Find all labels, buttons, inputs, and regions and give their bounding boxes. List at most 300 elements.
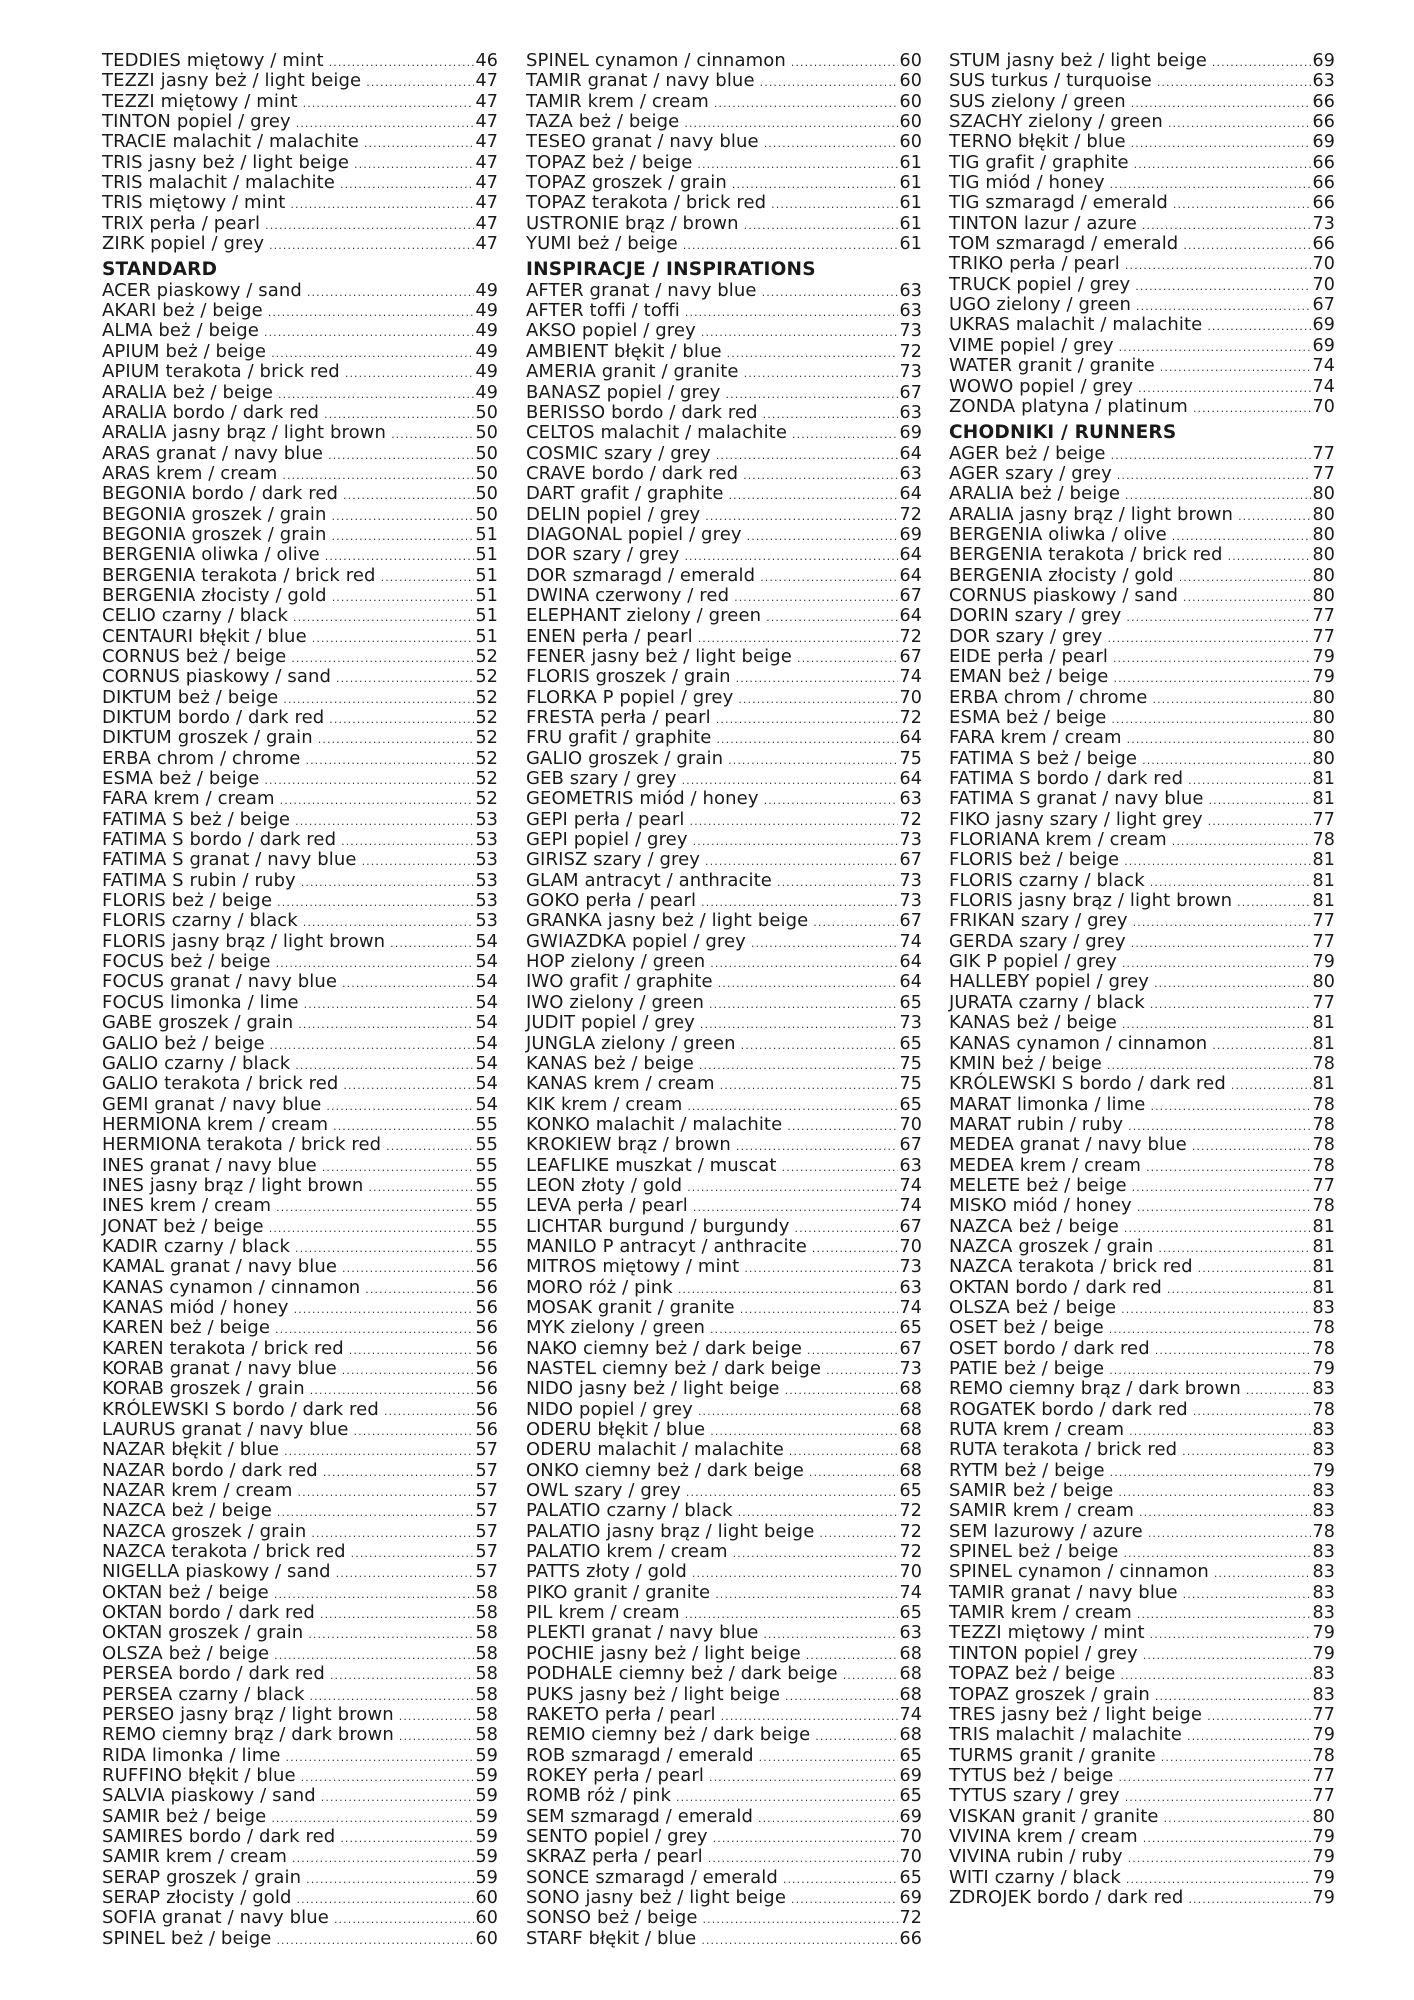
dot-leader	[292, 1849, 474, 1869]
product-name: TIG miód / honey	[949, 172, 1105, 194]
dot-leader	[738, 690, 897, 710]
index-entry	[102, 1237, 498, 1257]
product-name: SAMIR beż / beige	[949, 1480, 1114, 1502]
page-number: 68	[899, 1399, 922, 1420]
dot-leader	[264, 771, 473, 791]
dot-leader	[751, 934, 898, 954]
product-name: DOR szmaragd / emerald	[526, 564, 756, 586]
dot-leader	[1192, 1137, 1311, 1157]
index-entry	[949, 911, 1335, 931]
index-entry	[949, 1644, 1335, 1664]
dot-leader	[736, 669, 898, 689]
dot-leader	[1187, 1727, 1311, 1747]
dot-leader	[264, 323, 474, 343]
index-entry	[526, 1542, 922, 1562]
dot-leader	[1246, 1381, 1311, 1401]
product-name: ARALIA beż / beige	[102, 381, 274, 403]
product-name: DART grafit / graphite	[526, 483, 724, 505]
page-number: 78	[1312, 1196, 1335, 1217]
index-entry	[102, 1725, 498, 1745]
index-entry	[526, 383, 922, 403]
index-entry	[949, 1420, 1335, 1440]
product-name: TRUCK popiel / grey	[949, 273, 1131, 295]
index-entry	[949, 132, 1335, 152]
index-entry	[102, 1766, 498, 1786]
product-name: FRU grafit / graphite	[526, 727, 712, 749]
dot-leader	[683, 236, 898, 256]
dot-leader	[1131, 934, 1311, 954]
product-name: ARALIA beż / beige	[949, 483, 1121, 505]
product-name: LEAFLIKE muszkat / muscat	[526, 1154, 777, 1176]
page-number: 81	[1312, 769, 1335, 790]
product-name: TEDDIES miętowy / mint	[102, 50, 324, 71]
index-entry	[102, 1176, 498, 1196]
index-entry	[102, 1542, 498, 1562]
product-name: BERGENIA oliwka / olive	[102, 544, 320, 566]
page-number: 49	[475, 382, 498, 403]
page-number: 58	[475, 1704, 498, 1725]
index-entry	[102, 1847, 498, 1867]
product-name: PALATIO jasny brąz / light beige	[526, 1520, 815, 1542]
page-number: 56	[475, 1297, 498, 1318]
page-number: 72	[899, 626, 922, 647]
dot-leader	[787, 1117, 897, 1137]
index-entry	[526, 688, 922, 708]
product-name: PIKO granit / granite	[526, 1581, 711, 1603]
dot-leader	[1214, 1564, 1311, 1584]
page-number: 77	[1312, 626, 1335, 647]
product-name: SUS turkus / turquoise	[949, 70, 1152, 92]
index-entry	[102, 321, 498, 341]
product-name: PERSEO jasny brąz / light brown	[102, 1703, 394, 1725]
product-name: OKTAN bordo / dark red	[102, 1602, 315, 1624]
product-name: FATIMA S granat / navy blue	[949, 788, 1204, 810]
product-name: FRESTA perła / pearl	[526, 707, 711, 728]
dot-leader	[1131, 134, 1311, 154]
page-number: 56	[475, 1338, 498, 1359]
index-entry	[949, 444, 1335, 464]
product-name: AGER szary / grey	[949, 462, 1112, 484]
product-name: NAZAR błękit / blue	[102, 1439, 280, 1461]
page-number: 47	[475, 173, 498, 194]
index-entry	[102, 1420, 498, 1440]
page-number: 70	[1312, 274, 1335, 295]
page-number: 80	[1312, 545, 1335, 566]
page-number: 53	[475, 809, 498, 830]
page-number: 64	[899, 769, 922, 790]
page-number: 69	[899, 423, 922, 444]
index-entry	[949, 1786, 1335, 1806]
dot-leader	[1209, 791, 1311, 811]
dot-leader	[1111, 446, 1311, 466]
product-name: UGO zielony / green	[949, 294, 1132, 316]
index-column-1	[102, 51, 498, 1949]
index-entry	[526, 525, 922, 545]
dot-leader	[1228, 547, 1311, 567]
page-number: 79	[1312, 646, 1335, 667]
product-name: MARAT limonka / lime	[949, 1093, 1146, 1115]
dot-leader	[1164, 1809, 1311, 1829]
page-number: 80	[1312, 687, 1335, 708]
index-entry	[526, 891, 922, 911]
dot-leader	[1167, 1280, 1311, 1300]
dot-leader	[1137, 1198, 1311, 1218]
index-entry	[949, 1827, 1335, 1847]
dot-leader	[1135, 277, 1310, 297]
page-number: 75	[899, 1053, 922, 1074]
page-number: 56	[475, 1359, 498, 1379]
dot-leader	[381, 568, 474, 588]
product-name: KORAB granat / navy blue	[102, 1358, 337, 1379]
dot-leader	[308, 1625, 473, 1645]
index-entry	[102, 667, 498, 687]
product-name: RUTA krem / cream	[949, 1419, 1125, 1441]
page-number: 66	[1312, 112, 1335, 133]
index-entry	[526, 627, 922, 647]
dot-leader	[342, 1361, 474, 1381]
product-name: BERGENIA złocisty / gold	[102, 584, 327, 606]
product-name: GWIAZDKA popiel / grey	[526, 930, 746, 952]
page-number: 54	[475, 1053, 498, 1074]
page-number: 83	[1312, 1481, 1335, 1502]
index-entry	[102, 1054, 498, 1074]
index-entry	[949, 545, 1335, 565]
product-name: MEDEA granat / navy blue	[949, 1134, 1187, 1156]
product-name: NAKO ciemny beż / dark beige	[526, 1337, 803, 1359]
index-entry	[526, 1481, 922, 1501]
index-entry	[102, 1461, 498, 1481]
index-entry	[949, 1156, 1335, 1176]
page-number: 81	[1312, 1236, 1335, 1257]
dot-leader	[269, 1219, 474, 1239]
page-number: 63	[899, 402, 922, 423]
index-entry	[949, 708, 1335, 728]
product-name: SEM lazurowy / azure	[949, 1520, 1143, 1542]
product-name: BEGONIA groszek / grain	[102, 503, 327, 525]
product-name: FLORIANA krem / cream	[949, 829, 1167, 851]
page-number: 77	[1312, 606, 1335, 627]
product-name: GALIO terakota / brick red	[102, 1073, 339, 1095]
product-name: ARAS krem / cream	[102, 462, 278, 484]
page-number: 67	[899, 850, 922, 871]
dot-leader	[791, 1890, 898, 1910]
dot-leader	[286, 1748, 474, 1768]
page-number: 52	[475, 708, 498, 728]
product-name: ODERU błękit / blue	[526, 1419, 706, 1441]
index-entry	[102, 301, 498, 321]
product-name: WATER granit / granite	[949, 355, 1155, 377]
dot-leader	[728, 751, 897, 771]
page-number: 60	[475, 1887, 498, 1908]
page-number: 63	[899, 789, 922, 810]
page-number: 55	[475, 1155, 498, 1176]
dot-leader	[826, 1361, 897, 1381]
dot-leader	[1132, 1178, 1311, 1198]
page-number: 80	[1312, 484, 1335, 505]
page-number: 80	[1312, 1806, 1335, 1827]
index-entry	[526, 193, 922, 213]
dot-leader	[391, 425, 473, 445]
index-entry	[102, 505, 498, 525]
index-entry	[949, 1603, 1335, 1623]
product-name: DELIN popiel / grey	[526, 503, 701, 525]
page-number: 73	[899, 1359, 922, 1379]
product-name: EIDE perła / pearl	[949, 645, 1108, 667]
dot-leader	[713, 1829, 898, 1849]
index-entry	[526, 850, 922, 870]
page-number: 63	[899, 463, 922, 484]
index-entry	[949, 1176, 1335, 1196]
page-number: 56	[475, 1399, 498, 1420]
page-number: 83	[1312, 1379, 1335, 1400]
product-name: JONAT beż / beige	[102, 1215, 264, 1237]
index-entry	[949, 1095, 1335, 1115]
page-number: 78	[1312, 1521, 1335, 1542]
product-name: DIKTUM beż / beige	[102, 686, 279, 708]
product-name: SERAP złocisty / gold	[102, 1886, 292, 1908]
page-number: 57	[475, 1562, 498, 1583]
product-name: WITI czarny / black	[949, 1866, 1121, 1888]
index-entry	[526, 464, 922, 484]
product-name: MYK zielony / green	[526, 1317, 706, 1339]
product-name: OKTAN groszek / grain	[102, 1622, 304, 1644]
page-number: 57	[475, 1501, 498, 1522]
index-entry	[949, 254, 1335, 274]
page-number: 53	[475, 911, 498, 932]
product-name: FATIMA S beż / beige	[102, 808, 291, 830]
product-name: TAMIR krem / cream	[526, 90, 709, 112]
dot-leader	[716, 710, 898, 730]
page-number: 68	[899, 1379, 922, 1400]
page-number: 53	[475, 830, 498, 851]
page-number: 59	[475, 1806, 498, 1827]
index-entry	[949, 1888, 1335, 1908]
index-entry	[526, 566, 922, 586]
index-entry	[102, 769, 498, 789]
product-name: INES jasny brąz / light brown	[102, 1174, 364, 1196]
dot-leader	[1143, 1646, 1311, 1666]
product-name: LEON złoty / gold	[526, 1174, 683, 1196]
index-entry	[949, 688, 1335, 708]
page-number: 68	[899, 1684, 922, 1705]
index-entry	[102, 871, 498, 891]
index-entry	[526, 1766, 922, 1786]
index-entry	[526, 1034, 922, 1054]
page-number: 73	[899, 1257, 922, 1278]
product-name: TRIX perła / pearl	[102, 212, 261, 234]
product-name: TRIS malachit / malachite	[102, 172, 335, 194]
product-name: FARA krem / cream	[949, 727, 1122, 749]
index-entry	[102, 1644, 498, 1664]
product-name: RUFFINO błękit / blue	[102, 1764, 296, 1786]
dot-leader	[1238, 507, 1310, 527]
product-name: KAREN terakota / brick red	[102, 1337, 344, 1359]
product-name: TRACIE malachit / malachite	[102, 131, 359, 153]
product-name: NAZAR bordo / dark red	[102, 1459, 318, 1481]
index-entry	[102, 214, 498, 234]
dot-leader	[345, 364, 474, 384]
product-name: RYTM beż / beige	[949, 1459, 1105, 1481]
dot-leader	[791, 53, 898, 73]
dot-leader	[760, 568, 897, 588]
dot-leader	[351, 1544, 474, 1564]
page-number: 70	[899, 687, 922, 708]
dot-leader	[812, 1239, 898, 1259]
index-entry	[102, 749, 498, 769]
product-name: BANASZ popiel / grey	[526, 381, 721, 403]
index-entry	[949, 1379, 1335, 1399]
dot-leader	[1111, 710, 1310, 730]
index-entry	[102, 1868, 498, 1888]
dot-leader	[1173, 195, 1311, 215]
product-name: INES krem / cream	[102, 1195, 272, 1217]
page-number: 77	[1312, 1786, 1335, 1807]
index-entry	[949, 275, 1335, 295]
page-number: 72	[899, 1521, 922, 1542]
page-number: 55	[475, 1114, 498, 1135]
page-number: 52	[475, 667, 498, 688]
product-name: HERMIONA krem / cream	[102, 1113, 329, 1135]
page-number: 50	[475, 443, 498, 464]
product-name: SONCE szmaragd / emerald	[526, 1866, 778, 1888]
index-entry	[949, 173, 1335, 193]
index-entry	[526, 1156, 922, 1176]
page-number: 81	[1312, 850, 1335, 871]
dot-leader	[304, 995, 474, 1015]
product-name: ODERU malachit / malachite	[526, 1439, 784, 1461]
index-entry	[949, 484, 1335, 504]
index-entry	[526, 1196, 922, 1216]
index-entry	[949, 1298, 1335, 1318]
dot-leader	[1125, 256, 1311, 276]
dot-leader	[762, 283, 898, 303]
dot-leader	[328, 446, 473, 466]
page-number: 73	[899, 891, 922, 912]
product-name: SOFIA granat / navy blue	[102, 1907, 329, 1929]
index-entry	[526, 1888, 922, 1908]
index-entry	[102, 891, 498, 911]
product-name: SZACHY zielony / green	[949, 111, 1163, 133]
page-number: 51	[475, 626, 498, 647]
index-entry	[949, 932, 1335, 952]
page-number: 80	[1312, 585, 1335, 606]
dot-leader	[1198, 1259, 1311, 1279]
product-name: GRANKA jasny beż / light beige	[526, 910, 809, 932]
product-name: ENEN perła / pearl	[526, 625, 693, 647]
dot-leader	[785, 1687, 897, 1707]
dot-leader	[320, 1605, 474, 1625]
index-entry	[526, 972, 922, 992]
index-entry	[526, 444, 922, 464]
dot-leader	[747, 527, 898, 547]
dot-leader	[1154, 974, 1310, 994]
index-entry	[526, 1115, 922, 1135]
page-number: 59	[475, 1847, 498, 1868]
product-name: TAMIR krem / cream	[949, 1602, 1132, 1624]
product-name: MITROS miętowy / mint	[526, 1256, 740, 1278]
page-number: 52	[475, 748, 498, 769]
index-entry	[949, 525, 1335, 545]
index-entry	[526, 1908, 922, 1928]
index-entry	[102, 1929, 498, 1949]
index-entry	[526, 301, 922, 321]
page-number: 47	[475, 71, 498, 92]
dot-leader	[343, 486, 474, 506]
page-number: 67	[1312, 295, 1335, 316]
page-number: 55	[475, 1236, 498, 1257]
index-entry	[949, 1034, 1335, 1054]
product-name: HOP zielony / green	[526, 951, 706, 973]
index-entry	[102, 1786, 498, 1806]
index-entry	[526, 1013, 922, 1033]
product-name: NAZAR krem / cream	[102, 1480, 293, 1502]
page-number: 58	[475, 1684, 498, 1705]
index-entry	[102, 1135, 498, 1155]
page-number: 77	[1312, 992, 1335, 1013]
page-number: 58	[475, 1643, 498, 1664]
product-name: AKSO popiel / grey	[526, 320, 696, 342]
product-name: FATIMA S granat / navy blue	[102, 849, 357, 871]
page-number: 74	[899, 667, 922, 688]
dot-leader	[699, 1056, 898, 1076]
page-number: 73	[899, 1013, 922, 1034]
dot-leader	[342, 974, 473, 994]
index-entry	[526, 708, 922, 728]
index-entry	[102, 484, 498, 504]
page-number: 70	[899, 1236, 922, 1257]
dot-leader	[332, 527, 474, 547]
page-number: 64	[899, 728, 922, 749]
index-column-3	[949, 51, 1335, 1908]
index-entry	[526, 234, 922, 254]
dot-leader	[268, 303, 474, 323]
dot-leader	[1152, 690, 1310, 710]
page-number: 56	[475, 1318, 498, 1339]
index-entry	[102, 932, 498, 952]
product-name: OSET bordo / dark red	[949, 1337, 1150, 1359]
page-number: 73	[899, 321, 922, 342]
index-entry	[102, 525, 498, 545]
product-name: PATIE beż / beige	[949, 1358, 1105, 1379]
index-entry	[949, 891, 1335, 911]
product-name: JURATA czarny / black	[949, 991, 1145, 1013]
dot-leader	[1212, 53, 1311, 73]
page-number: 57	[475, 1440, 498, 1461]
index-entry	[102, 132, 498, 152]
section-heading: CHODNIKI / RUNNERS	[949, 422, 1177, 444]
page-number: 66	[899, 1928, 922, 1949]
page-number: 67	[899, 1216, 922, 1237]
product-name: FARA krem / cream	[102, 788, 275, 810]
page-number: 59	[475, 1786, 498, 1807]
product-name: TINTON lazur / azure	[949, 212, 1137, 234]
index-entry	[949, 464, 1335, 484]
index-entry	[102, 1746, 498, 1766]
product-name: DOR szary / grey	[526, 544, 680, 566]
product-name: FLORIS jasny brąz / light brown	[102, 930, 386, 952]
page-number: 83	[1312, 1420, 1335, 1441]
product-name: FLORIS groszek / grain	[526, 666, 731, 688]
index-entry	[102, 708, 498, 728]
index-entry	[949, 71, 1335, 91]
product-name: TURMS granit / granite	[949, 1744, 1156, 1766]
product-name: KRÓLEWSKI S bordo / dark red	[949, 1073, 1226, 1095]
page-number: 57	[475, 1481, 498, 1502]
page-number: 69	[1312, 51, 1335, 71]
page-number: 56	[475, 1420, 498, 1441]
page-number: 60	[899, 71, 922, 92]
page-number: 63	[899, 1623, 922, 1644]
